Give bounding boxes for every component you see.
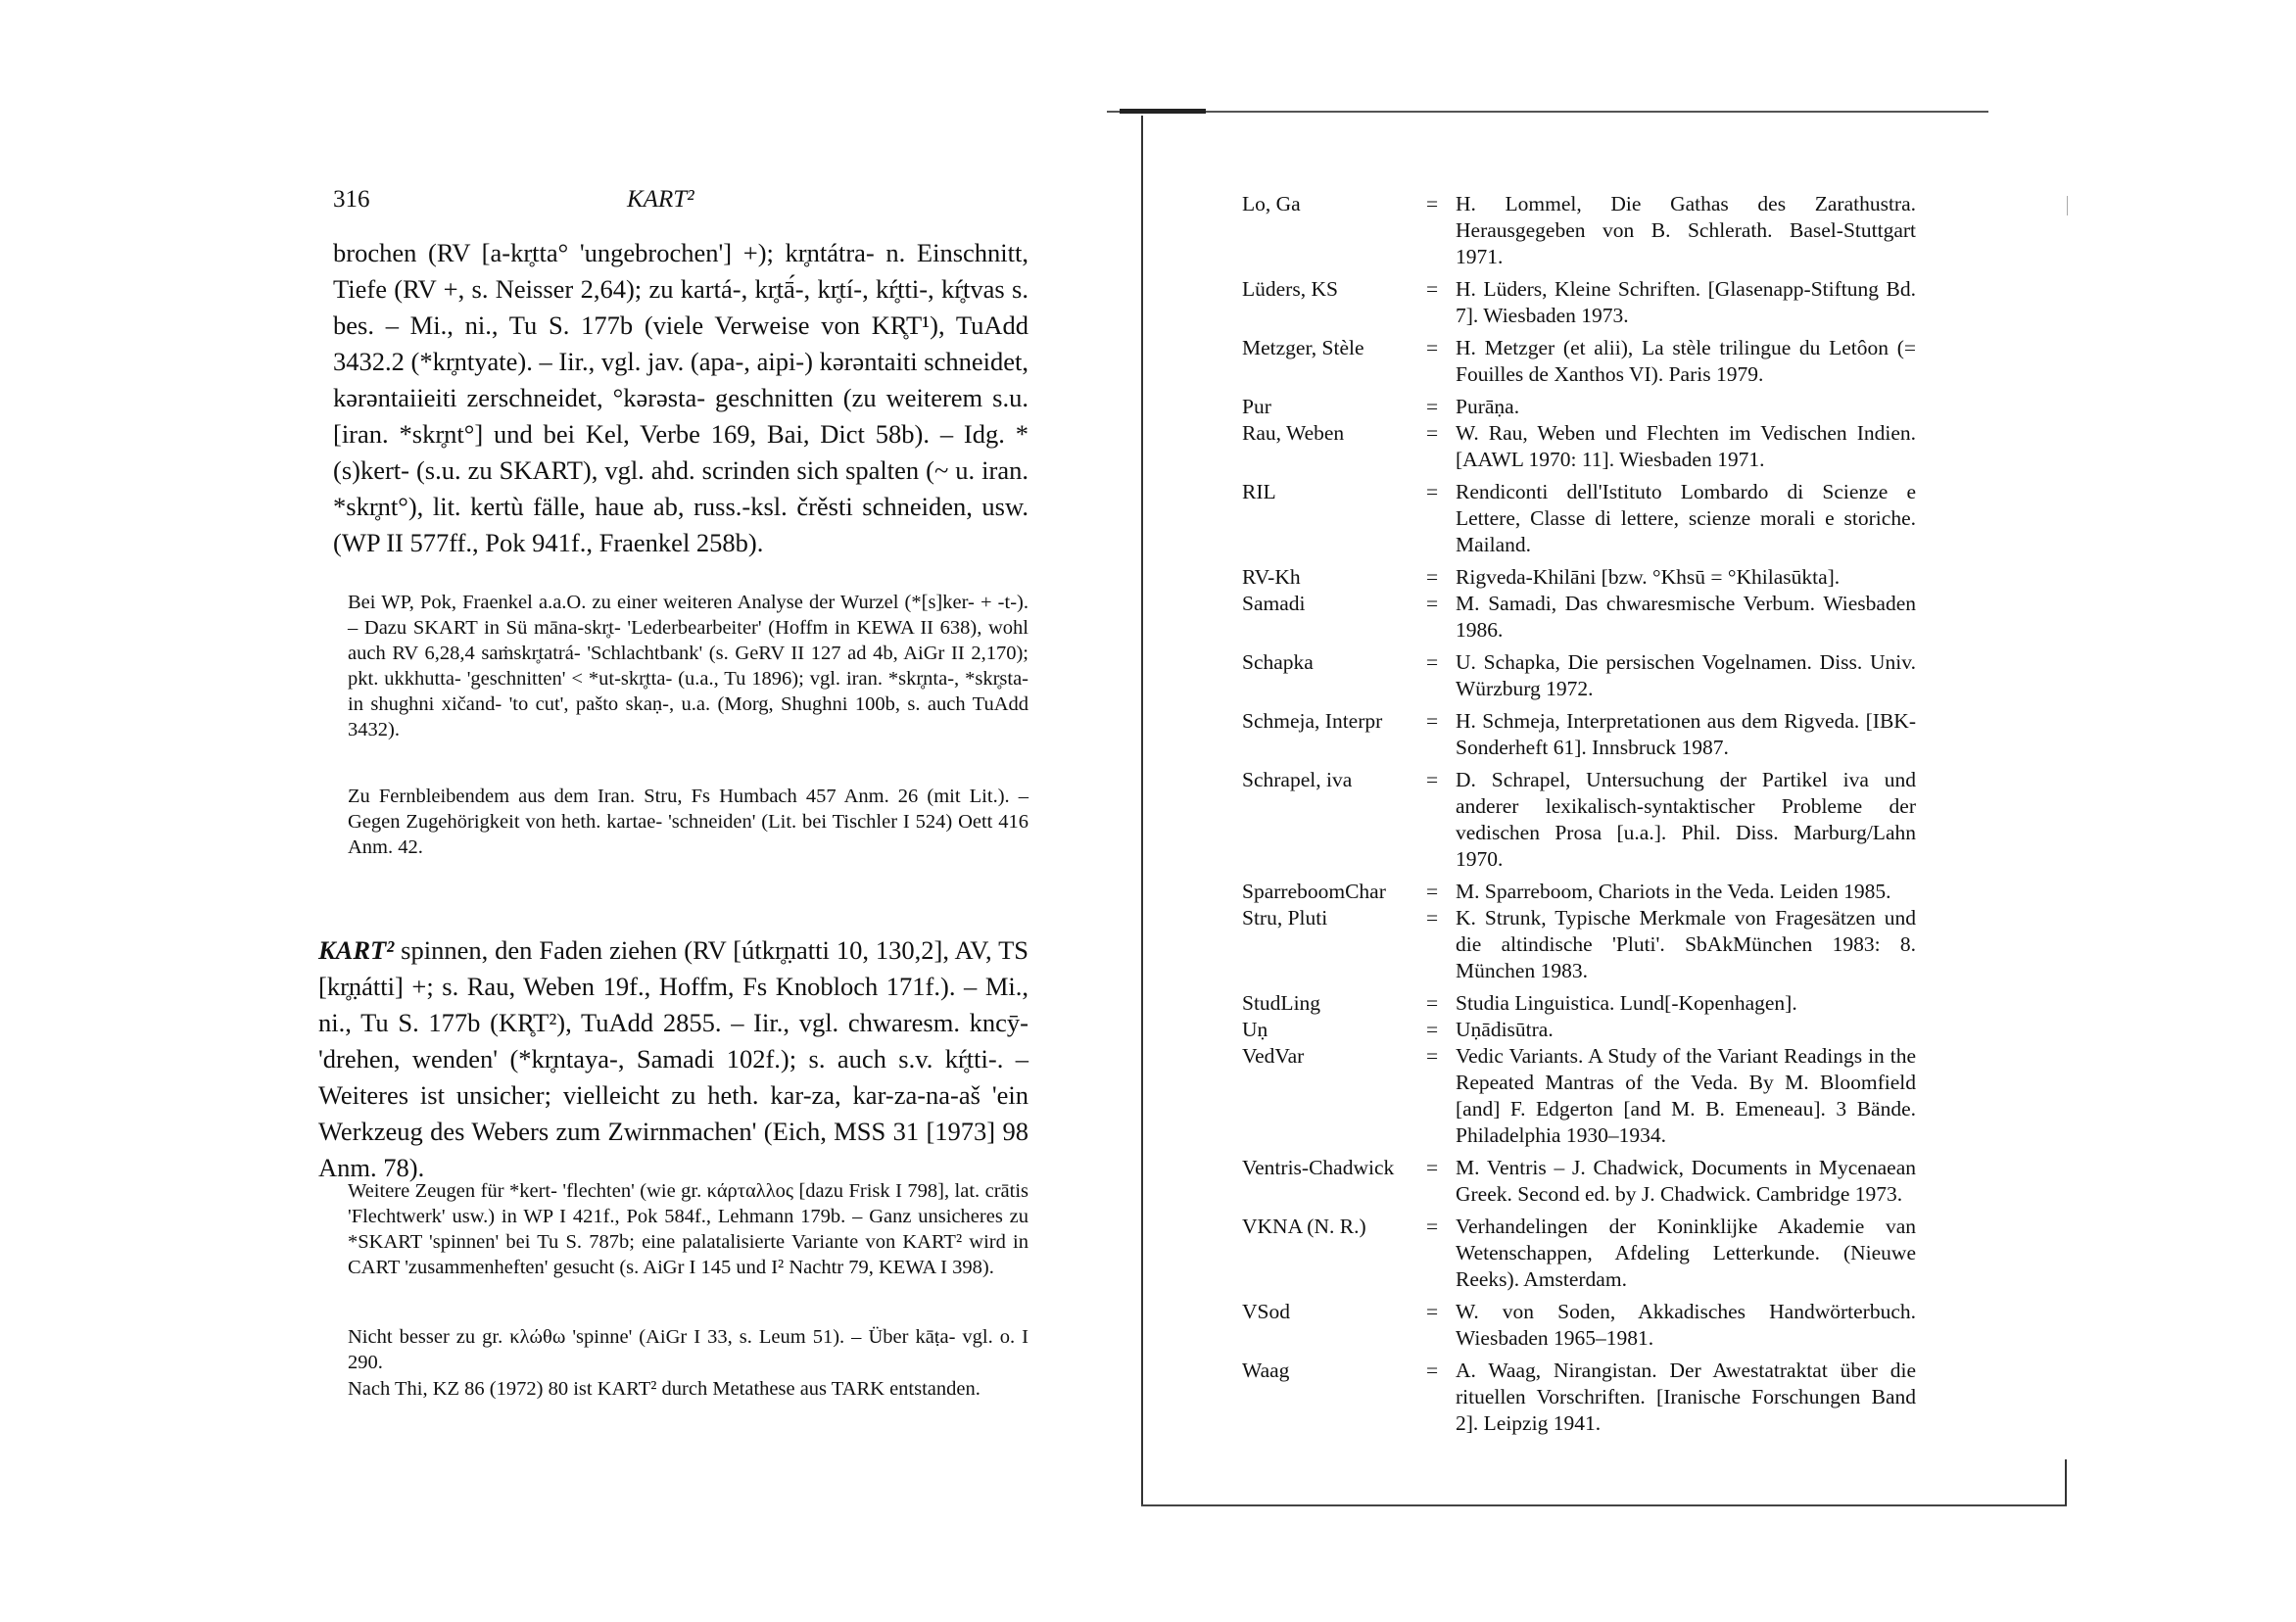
abbreviation-definition: H. Metzger (et alii), La stèle trilingue du Letôon (= Fouilles de Xanthos VI). Paris 1979. [1456,336,1916,386]
running-head: KART² [627,186,694,213]
abbreviation-equals: = [1426,1044,1439,1068]
abbreviation-list [1242,191,1928,1437]
abbreviation-key: Waag [1242,1359,1290,1382]
abbreviation-definition: Verhandelingen der Koninklijke Akademie van Wetenschappen, Afdeling Letterkunde. (Nieuwe Reeks). Amsterdam. [1456,1215,1916,1291]
abbreviation-key: Rau, Weben [1242,421,1345,445]
abbreviation-equals: = [1426,1300,1439,1323]
abbreviation-definition: H. Lommel, Die Gathas des Zarathustra. Herausgegeben von B. Schlerath. Basel-Stuttgart 1971. [1456,192,1916,268]
page-number: 316 [333,186,370,213]
note-paragraph-2: Zu Fernbleibendem aus dem Iran. Stru, Fs Humbach 457 Anm. 26 (mit Lit.). – Gegen Zugehörigkeit von heth. kartae- 'schneiden' (Lit. bei Tischler I 524) Oett 416 Anm. 42. [348,786,1028,858]
abbreviation-equals: = [1426,421,1439,445]
note-paragraph-1: Bei WP, Pok, Fraenkel a.a.O. zu einer weiteren Analyse der Wurzel (*[s]ker- + -t-). – Dazu SKART in Sü māna-skr̥t- 'Lederbearbeiter' (Hoffm in KEWA II 638), wohl auch RV 6,28,4 saṁskr̥tatrá- 'Schlachtbank' (s. GeRV II 127 ad 4b, AiGr II 2,170); pkt. ukkhutta- 'geschnitten' < *ut-skr̥tta- (u.a., Tu 1896); vgl. iran. *skr̥nta-, *skr̥sta- in shughni xičand- 'to cut', pašto skaṇ-, u.a. (Morg, Shughni 100b, s. auch TuAdd 3432). [348,592,1028,740]
abbreviation-key: RIL [1242,480,1276,503]
abbreviation-equals: = [1426,709,1439,733]
abbreviation-entry [1242,276,1928,329]
abbreviation-definition: M. Sparreboom, Chariots in the Veda. Leiden 1985. [1456,880,1891,903]
entry-lemma: KART² [318,935,395,965]
abbreviation-entry [1242,479,1928,558]
abbreviation-key: Lüders, KS [1242,277,1338,301]
abbreviation-key: VedVar [1242,1044,1305,1068]
scan-border-left [1141,116,1143,1506]
abbreviation-entry [1242,708,1928,761]
abbreviation-definition: A. Waag, Nirangistan. Der Awestatraktat über die rituellen Vorschriften. [Iranische Forschungen Band 2]. Leipzig 1941. [1456,1359,1916,1435]
abbreviation-definition: M. Ventris – J. Chadwick, Documents in Mycenaean Greek. Second ed. by J. Chadwick. Cambridge 1973. [1456,1156,1916,1206]
abbreviation-entry [1242,1214,1928,1293]
entry-kart2-text: spinnen, den Faden ziehen (RV [útkr̥ṇatti 10, 130,2], AV, TS [kr̥ṇátti] +; s. Rau, Weben 19f., Hoffm, Fs Knobloch 171f.). – Mi., ni., Tu S. 177b (KR̥T²), TuAdd 2855. – Iir., vgl. chwaresm. kncȳ- 'drehen, wenden' (*kr̥ntaya-, Samadi 102f.); s. auch s.v. kŕ̥tti-. – Weiteres ist unsicher; vielleicht zu heth. kar-za, kar-za-na-aš 'ein Werkzeug des Webers zum Zwirnmachen' (Eich, MSS 31 [1973] 98 Anm. 78). [318,935,1028,1182]
abbreviation-equals: = [1426,1359,1439,1382]
abbreviation-definition: Uṇādisūtra. [1456,1018,1554,1041]
scan-border-top [1107,111,1988,113]
abbreviation-key: VKNA (N. R.) [1242,1215,1366,1238]
abbreviation-definition: H. Lüders, Kleine Schriften. [Glasenapp-Stiftung Bd. 7]. Wiesbaden 1973. [1456,277,1916,327]
abbreviation-definition: H. Schmeja, Interpretationen aus dem Rigveda. [IBK-Sonderheft 61]. Innsbruck 1987. [1456,709,1916,759]
left-page [0,0,1136,1622]
abbreviation-definition: K. Strunk, Typische Merkmale von Fragesätzen und die altindische 'Pluti'. SbAkMünchen 1983: 8. München 1983. [1456,906,1916,982]
abbreviation-entry [1242,879,1928,905]
abbreviation-equals: = [1426,991,1439,1015]
abbreviation-definition: D. Schrapel, Untersuchung der Partikel iva und anderer lexikalisch-syntaktischer Probleme der vedischen Prosa [u.a.]. Phil. Diss. Marburg/Lahn 1970. [1456,768,1916,871]
abbreviation-entry [1242,420,1928,473]
abbreviation-equals: = [1426,480,1439,503]
scan-border-right [2065,1459,2067,1505]
abbreviation-key: Lo, Ga [1242,192,1301,215]
abbreviation-definition: Vedic Variants. A Study of the Variant Readings in the Repeated Mantras of the Veda. By M. Bloomfield [and] F. Edgerton [and M. B. Emeneau]. 3 Bände. Philadelphia 1930–1934. [1456,1044,1916,1147]
abbreviation-entry [1242,191,1928,270]
abbreviation-key: SparreboomChar [1242,880,1386,903]
entry-kart2-paragraph [318,932,1028,1186]
abbreviation-entry [1242,591,1928,644]
abbreviation-definition: W. Rau, Weben und Flechten im Vedischen Indien. [AAWL 1970: 11]. Wiesbaden 1971. [1456,421,1916,471]
scan-border-bottom [1141,1504,2067,1506]
abbreviation-entry [1242,394,1928,420]
abbreviation-definition: M. Samadi, Das chwaresmische Verbum. Wiesbaden 1986. [1456,592,1916,642]
abbreviation-equals: = [1426,277,1439,301]
abbreviation-entry [1242,649,1928,702]
abbreviation-entry [1242,1043,1928,1149]
abbreviation-key: Uṇ [1242,1018,1268,1041]
abbreviation-entry [1242,767,1928,873]
abbreviation-definition: Rendiconti dell'Istituto Lombardo di Scienze e Lettere, Classe di lettere, scienze morali e storiche. Mailand. [1456,480,1916,556]
abbreviation-key: Ventris-Chadwick [1242,1156,1395,1179]
abbreviation-definition: Purāṇa. [1456,395,1520,418]
abbreviation-entry [1242,990,1928,1017]
abbreviation-equals: = [1426,592,1439,615]
abbreviation-equals: = [1426,906,1439,930]
abbreviation-key: VSod [1242,1300,1290,1323]
abbreviation-equals: = [1426,650,1439,674]
abbreviation-definition: Studia Linguistica. Lund[-Kopenhagen]. [1456,991,1797,1015]
abbreviation-key: Stru, Pluti [1242,906,1328,930]
abbreviation-key: StudLing [1242,991,1321,1015]
abbreviation-key: RV-Kh [1242,565,1301,589]
abbreviation-equals: = [1426,395,1439,418]
abbreviation-equals: = [1426,1018,1439,1041]
abbreviation-key: Schmeja, Interpr [1242,709,1383,733]
abbreviation-entry [1242,905,1928,984]
scan-border-right-top [2067,196,2068,215]
abbreviation-equals: = [1426,1156,1439,1179]
abbreviation-key: Metzger, Stèle [1242,336,1364,359]
abbreviation-equals: = [1426,1215,1439,1238]
abbreviation-definition: W. von Soden, Akkadisches Handwörterbuch. Wiesbaden 1965–1981. [1456,1300,1916,1350]
abbreviation-key: Schapka [1242,650,1314,674]
entry-continuation-paragraph: brochen (RV [a-kr̥tta° 'ungebrochen'] +); kr̥ntátra- n. Einschnitt, Tiefe (RV +, s. Neisser 2,64); zu kartá-, kr̥tā́-, kr̥tí-, kŕ̥tti-, kŕ̥tvas s. bes. – Mi., ni., Tu S. 177b (viele Verweise von KR̥T¹), TuAdd 3432.2 (*kr̥ntyate). – Iir., vgl. jav. (apa-, aipi-) kərəntaiti schneidet, kərəntaiieiti zerschneidet, °kərəsta- geschnitten (zu weiterem s.u. [iran. *skr̥nt°] und bei Kel, Verbe 169, Bai, Dict 58b). – Idg. *(s)kert- (s.u. zu SKART), vgl. ahd. scrinden sich spalten (~ u. iran. *skr̥nt°), lit. kertù fälle, haue ab, russ.-ksl. črěsti schneiden, usw. (WP II 577ff., Pok 941f., Fraenkel 258b). [333,238,1028,557]
abbreviation-equals: = [1426,565,1439,589]
scan-border-mark [1120,109,1206,114]
note-paragraph-4: Nicht besser zu gr. κλώθω 'spinne' (AiGr I 33, s. Leum 51). – Über kāṭa- vgl. o. I 290. [348,1326,1028,1373]
abbreviation-key: Schrapel, iva [1242,768,1353,791]
note-paragraph-3: Weitere Zeugen für *kert- 'flechten' (wie gr. κάρταλλος [dazu Frisk I 798], lat. crātis 'Flechtwerk' usw.) in WP I 421f., Pok 584f., Lehmann 179b. – Ganz unsicheres zu *SKART 'spinnen' bei Tu S. 787b; eine palatalisierte Variante von KART² wird in CART 'zusammenheften' gesucht (s. AiGr I 145 und I² Nachtr 79, KEWA I 398). [348,1180,1028,1278]
abbreviation-equals: = [1426,880,1439,903]
abbreviation-entry [1242,1155,1928,1208]
abbreviation-key: Pur [1242,395,1271,418]
abbreviation-key: Samadi [1242,592,1306,615]
abbreviation-entry [1242,564,1928,591]
abbreviation-entry [1242,1299,1928,1352]
abbreviation-equals: = [1426,192,1439,215]
note-paragraph-5: Nach Thi, KZ 86 (1972) 80 ist KART² durch Metathese aus TARK entstanden. [348,1378,981,1400]
abbreviation-definition: U. Schapka, Die persischen Vogelnamen. Diss. Univ. Würzburg 1972. [1456,650,1916,700]
abbreviation-entry [1242,335,1928,388]
abbreviation-definition: Rigveda-Khilāni [bzw. °Khsū = °Khilasūkta]. [1456,565,1841,589]
abbreviation-equals: = [1426,768,1439,791]
abbreviation-entry [1242,1358,1928,1437]
abbreviation-equals: = [1426,336,1439,359]
abbreviation-entry [1242,1017,1928,1043]
